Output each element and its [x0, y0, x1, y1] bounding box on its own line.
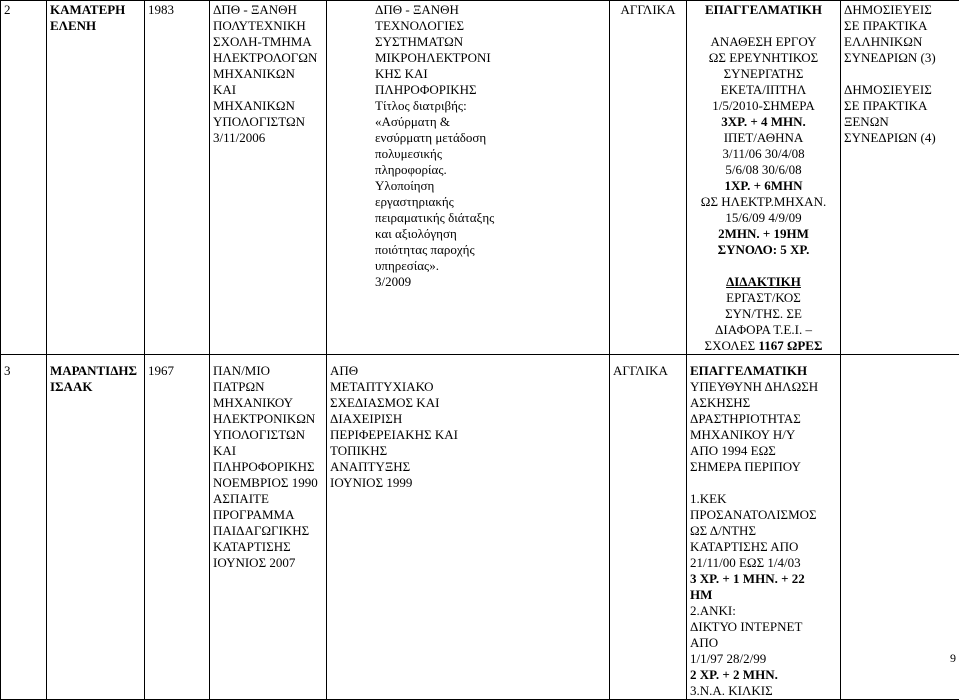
postgrad-line: ΜΙΚΡΟΗΛΕΚΤΡΟΝΙ: [375, 50, 606, 66]
experience-line: 1/5/2010-ΣΗΜΕΡΑ: [690, 98, 837, 114]
postgrad-line: 3/2009: [375, 274, 606, 290]
experience-line: ΑΝΑΘΕΣΗ ΕΡΓΟΥ: [690, 34, 837, 50]
experience-line: 15/6/09 4/9/09: [690, 210, 837, 226]
postgrad-line: ΑΠΘ: [330, 363, 606, 379]
postgrad-line: ΔΙΑΧΕΙΡΙΣΗ: [330, 411, 606, 427]
experience-cell: [687, 355, 841, 700]
experience-line: ΕΚΕΤΑ/ΙΠΤΗΛ: [690, 82, 837, 98]
postgrad-cell: [327, 1, 610, 355]
experience-heading: ΕΠΑΓΓΕΛΜΑΤΙΚΗ: [690, 2, 837, 18]
postgrad-line: και αξιολόγηση: [375, 226, 606, 242]
teaching-line: ΕΡΓΑΣΤ/ΚΟΣ: [690, 290, 837, 306]
name-line: ΜΑΡΑΝΤΙΔΗΣ: [50, 363, 141, 379]
degree-line: ΚΑΙ: [213, 82, 323, 98]
experience-cell: [687, 1, 841, 355]
experience-line: 3.Ν.Α. ΚΙΛΚΙΣ: [690, 683, 837, 699]
degree-line: ΙΟΥΝΙΟΣ 2007: [213, 555, 323, 571]
postgrad-line: πειραματικής διάταξης: [375, 210, 606, 226]
postgrad-line: ΠΛΗΡΟΦΟΡΙΚΗΣ: [375, 82, 606, 98]
person-name: [47, 1, 145, 355]
experience-line: 3/11/06 30/4/08: [690, 146, 837, 162]
degree-line: 3/11/2006: [213, 130, 323, 146]
degree-line: ΠΑΝ/ΜΙΟ: [213, 363, 323, 379]
degree-line: ΚΑΙ: [213, 443, 323, 459]
name-line: ΙΣΑΑΚ: [50, 379, 141, 395]
degree-line: ΣΧΟΛΗ-ΤΜΗΜΑ: [213, 34, 323, 50]
experience-heading: ΕΠΑΓΓΕΛΜΑΤΙΚΗ: [690, 363, 837, 379]
degree-line: ΜΗΧΑΝΙΚΩΝ: [213, 98, 323, 114]
teaching-line: ΣΧΟΛΕΣ: [705, 338, 759, 353]
postgrad-line: ΙΟΥΝΙΟΣ 1999: [330, 475, 606, 491]
degree-line: ΠΟΛΥΤΕΧΝΙΚΗ: [213, 18, 323, 34]
experience-duration: 3 ΧΡ. + 1 ΜΗΝ. + 22: [690, 571, 837, 587]
publications-line: ΔΗΜΟΣΙΕΥΕΙΣ: [844, 2, 959, 18]
experience-line: 1/1/97 28/2/99: [690, 651, 837, 667]
experience-line: 2.ΑΝΚΙ:: [690, 603, 837, 619]
experience-line: ΠΡΟΣΑΝΑΤΟΛΙΣΜΟΣ: [690, 507, 837, 523]
degree-line: ΔΠΘ - ΞΑΝΘΗ: [213, 2, 323, 18]
postgrad-line: ΠΕΡΙΦΕΡΕΙΑΚΗΣ ΚΑΙ: [330, 427, 606, 443]
postgrad-line: Τίτλος διατριβής:: [375, 98, 606, 114]
publications-line: ΣΕ ΠΡΑΚΤΙΚΑ: [844, 98, 959, 114]
publications-line: ΣΥΝΕΔΡΙΩΝ (4): [844, 130, 959, 146]
experience-line: ΣΥΝΕΡΓΑΤΗΣ: [690, 66, 837, 82]
experience-line: ΙΠΕΤ/ΑΘΗΝΑ: [690, 130, 837, 146]
experience-line: 5/6/08 30/6/08: [690, 162, 837, 178]
postgrad-line: «Ασύρματη &: [375, 114, 606, 130]
teaching-hours: [690, 338, 837, 354]
experience-duration: ΗΜ: [690, 587, 837, 603]
degree-line: ΑΣΠΑΙΤΕ: [213, 491, 323, 507]
publications-cell: [841, 1, 959, 355]
teaching-line: ΣΥΝ/ΤΗΣ. ΣΕ: [690, 306, 837, 322]
degree-line: ΗΛΕΚΤΡΟΝΙΚΩΝ: [213, 411, 323, 427]
experience-line: ΥΠΕΥΘΥΝΗ ΔΗΛΩΣΗ: [690, 379, 837, 395]
teaching-line: ΔΙΑΦΟΡΑ Τ.Ε.Ι. –: [690, 322, 837, 338]
experience-line: ΑΠΟ: [690, 635, 837, 651]
experience-line: 1.ΚΕΚ: [690, 491, 837, 507]
row-number: 2: [1, 1, 47, 355]
degree-cell: [210, 355, 327, 700]
postgrad-line: ΑΝΑΠΤΥΞΗΣ: [330, 459, 606, 475]
experience-line: ΩΣ Δ/ΝΤΗΣ: [690, 523, 837, 539]
postgrad-line: ΚΗΣ ΚΑΙ: [375, 66, 606, 82]
postgrad-line: ΣΧΕΔΙΑΣΜΟΣ ΚΑΙ: [330, 395, 606, 411]
postgrad-line: ΤΟΠΙΚΗΣ: [330, 443, 606, 459]
table-row: [1, 355, 959, 700]
postgrad-cell: [327, 355, 610, 700]
degree-line: ΗΛΕΚΤΡΟΛΟΓΩΝ: [213, 50, 323, 66]
postgrad-line: ΜΕΤΑΠΤΥΧΙΑΚΟ: [330, 379, 606, 395]
degree-line: ΝΟΕΜΒΡΙΟΣ 1990: [213, 475, 323, 491]
postgrad-line: ενσύρματη μετάδοση: [375, 130, 606, 146]
degree-line: ΠΡΟΓΡΑΜΜΑ: [213, 507, 323, 523]
publications-cell: [841, 355, 959, 700]
experience-duration: 2 ΧΡ. + 2 ΜΗΝ.: [690, 667, 837, 683]
experience-line: ΔΡΑΣΤΗΡΙΟΤΗΤΑΣ: [690, 411, 837, 427]
experience-line: ΑΣΚΗΣΗΣ: [690, 395, 837, 411]
postgrad-line: ΣΥΣΤΗΜΑΤΩΝ: [375, 34, 606, 50]
experience-line: ΜΗΧΑΝΙΚΟΥ Η/Υ: [690, 427, 837, 443]
degree-line: ΠΑΙΔΑΓΩΓΙΚΗΣ: [213, 523, 323, 539]
table-row: [1, 1, 959, 355]
experience-line: 21/11/00 ΕΩΣ 1/4/03: [690, 555, 837, 571]
degree-line: ΥΠΟΛΟΓΙΣΤΩΝ: [213, 114, 323, 130]
language-cell: ΑΓΓΛΙΚΑ: [610, 1, 687, 355]
name-line: ΕΛΕΝΗ: [50, 18, 141, 34]
publications-line: ΞΕΝΩΝ: [844, 114, 959, 130]
experience-line: ΑΠΟ 1994 ΕΩΣ: [690, 443, 837, 459]
postgrad-line: πληροφορίας.: [375, 162, 606, 178]
experience-line: ΩΣ ΗΛΕΚΤΡ.ΜΗΧΑΝ.: [690, 194, 837, 210]
publications-line: ΣΕ ΠΡΑΚΤΙΚΑ: [844, 18, 959, 34]
publications-line: ΔΗΜΟΣΙΕΥΕΙΣ: [844, 82, 959, 98]
name-line: ΚΑΜΑΤΕΡΗ: [50, 2, 141, 18]
experience-total: ΣΥΝΟΛΟ: 5 ΧΡ.: [690, 242, 837, 258]
postgrad-line: πολυμεσικής: [375, 146, 606, 162]
experience-duration: 1ΧΡ. + 6ΜΗΝ: [690, 178, 837, 194]
degree-line: ΠΛΗΡΟΦΟΡΙΚΗΣ: [213, 459, 323, 475]
language-cell: ΑΓΓΛΙΚΑ: [610, 355, 687, 700]
postgrad-line: ΤΕΧΝΟΛΟΓΙΕΣ: [375, 18, 606, 34]
postgrad-line: ποιότητας παροχής: [375, 242, 606, 258]
postgrad-line: εργαστηριακής: [375, 194, 606, 210]
row-number: 3: [1, 355, 47, 700]
degree-line: ΠΑΤΡΩΝ: [213, 379, 323, 395]
degree-line: ΜΗΧΑΝΙΚΟΥ: [213, 395, 323, 411]
degree-line: ΜΗΧΑΝΙΚΩΝ: [213, 66, 323, 82]
experience-line: ΩΣ ΕΡΕΥΝΗΤΙΚΟΣ: [690, 50, 837, 66]
experience-line: ΚΑΤΑΡΤΙΣΗΣ ΑΠΟ: [690, 539, 837, 555]
experience-line: ΔΙΚΤΥΟ ΙΝΤΕΡΝΕΤ: [690, 619, 837, 635]
birth-year: 1967: [145, 355, 210, 700]
teaching-heading: ΔΙΔΑΚΤΙΚΗ: [690, 274, 837, 290]
postgrad-line: Υλοποίηση: [375, 178, 606, 194]
birth-year: 1983: [145, 1, 210, 355]
experience-line: ΣΗΜΕΡΑ ΠΕΡΙΠΟΥ: [690, 459, 837, 475]
experience-duration: 2ΜΗΝ. + 19ΗΜ: [690, 226, 837, 242]
publications-line: ΕΛΛΗΝΙΚΩΝ: [844, 34, 959, 50]
postgrad-line: υπηρεσίας».: [375, 258, 606, 274]
person-name: [47, 355, 145, 700]
page-number: 9: [950, 650, 956, 666]
degree-line: ΥΠΟΛΟΓΙΣΤΩΝ: [213, 427, 323, 443]
teaching-hours-value: 1167 ΩΡΕΣ: [758, 338, 822, 353]
degree-line: ΚΑΤΑΡΤΙΣΗΣ: [213, 539, 323, 555]
experience-duration: 3ΧΡ. + 4 ΜΗΝ.: [690, 114, 837, 130]
degree-cell: [210, 1, 327, 355]
publications-line: ΣΥΝΕΔΡΙΩΝ (3): [844, 50, 959, 66]
postgrad-line: ΔΠΘ - ΞΑΝΘΗ: [375, 2, 606, 18]
